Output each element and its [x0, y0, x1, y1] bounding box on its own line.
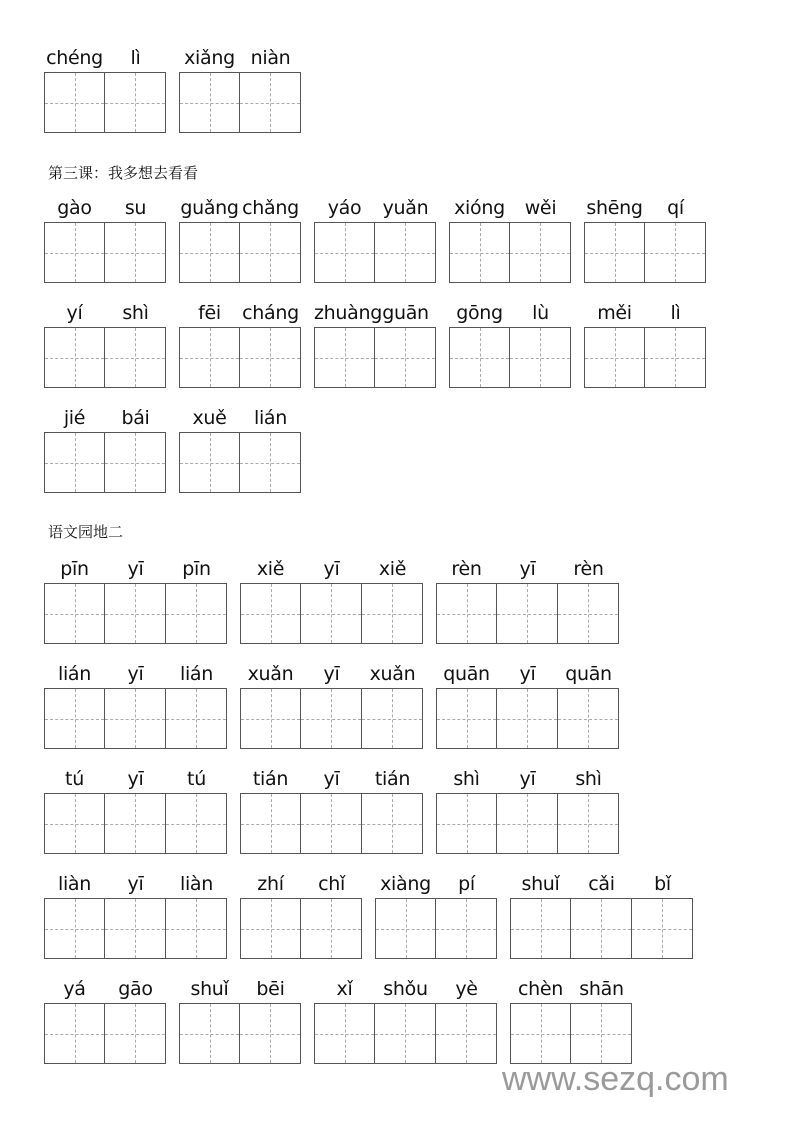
pinyin-label: shuǐ [521, 873, 560, 895]
word-group [44, 404, 166, 493]
character-cell [558, 765, 619, 854]
pinyin-label: yá [63, 978, 86, 1000]
pinyin-label: liàn [57, 873, 92, 895]
pinyin-label: wěi [524, 197, 557, 219]
character-cell [179, 44, 240, 133]
word-group [510, 870, 693, 959]
word-group [314, 975, 497, 1064]
character-cell [510, 870, 571, 959]
character-cell [436, 660, 497, 749]
character-cell [436, 975, 497, 1064]
tian-zi-ge-writing-box[interactable] [558, 583, 619, 644]
character-cell [179, 299, 240, 388]
pinyin-label: niàn [250, 47, 291, 69]
tian-zi-ge-writing-box[interactable] [375, 327, 436, 388]
character-cell [105, 404, 166, 493]
word-group [44, 555, 227, 644]
pinyin-label: pīn [182, 558, 211, 580]
section-heading: 第三课：我多想去看看 [48, 164, 199, 182]
tian-zi-ge-writing-box[interactable] [449, 222, 510, 283]
pinyin-label: gōng [456, 302, 503, 324]
tian-zi-ge-writing-box[interactable] [436, 898, 497, 959]
character-cell [571, 975, 632, 1064]
pinyin-label: lì [130, 47, 141, 69]
character-cell [510, 299, 571, 388]
character-cell [632, 870, 693, 959]
character-cell [105, 975, 166, 1064]
character-cell [558, 660, 619, 749]
character-cell [240, 975, 301, 1064]
character-cell [497, 660, 558, 749]
word-group [44, 44, 166, 133]
tian-zi-ge-writing-box[interactable] [105, 72, 166, 133]
tian-zi-ge-writing-box[interactable] [240, 688, 301, 749]
pinyin-label: xiě [378, 558, 407, 580]
character-cell [510, 975, 571, 1064]
word-group [44, 765, 227, 854]
character-cell [44, 765, 105, 854]
character-cell [314, 975, 375, 1064]
pinyin-label: yī [127, 663, 144, 685]
tian-zi-ge-writing-box[interactable] [240, 327, 301, 388]
word-group [375, 870, 497, 959]
tian-zi-ge-writing-box[interactable] [314, 1003, 375, 1064]
character-cell [497, 765, 558, 854]
tian-zi-ge-writing-box[interactable] [571, 1003, 632, 1064]
pinyin-label: bái [121, 407, 150, 429]
pinyin-label: rèn [573, 558, 604, 580]
word-group [179, 299, 301, 388]
pinyin-label: lián [57, 663, 92, 685]
word-group [240, 765, 423, 854]
character-cell [240, 44, 301, 133]
tian-zi-ge-writing-box[interactable] [510, 898, 571, 959]
pinyin-label: lì [670, 302, 681, 324]
tian-zi-ge-writing-box[interactable] [301, 688, 362, 749]
character-cell [105, 555, 166, 644]
character-cell [179, 975, 240, 1064]
word-group [44, 660, 227, 749]
character-cell [240, 194, 301, 283]
tian-zi-ge-writing-box[interactable] [240, 898, 301, 959]
pinyin-label: xǐ [336, 978, 353, 1000]
pinyin-label: cháng [242, 302, 299, 324]
word-group [44, 299, 166, 388]
character-cell [436, 765, 497, 854]
tian-zi-ge-writing-box[interactable] [510, 1003, 571, 1064]
pinyin-label: xiàng [380, 873, 431, 895]
character-cell [584, 194, 645, 283]
character-cell [105, 44, 166, 133]
word-group [179, 44, 301, 133]
character-cell [240, 870, 301, 959]
tian-zi-ge-writing-box[interactable] [645, 327, 706, 388]
word-group [240, 870, 362, 959]
word-group [179, 404, 301, 493]
character-cell [645, 299, 706, 388]
word-group [449, 194, 571, 283]
word-group [314, 194, 436, 283]
tian-zi-ge-writing-box[interactable] [449, 327, 510, 388]
pinyin-label: shān [579, 978, 624, 1000]
character-cell [240, 555, 301, 644]
tian-zi-ge-writing-box[interactable] [44, 72, 105, 133]
pinyin-label: shì [453, 768, 480, 790]
tian-zi-ge-writing-box[interactable] [436, 793, 497, 854]
tian-zi-ge-writing-box[interactable] [314, 327, 375, 388]
tian-zi-ge-writing-box[interactable] [301, 583, 362, 644]
pinyin-label: yuǎn [382, 197, 429, 219]
tian-zi-ge-writing-box[interactable] [571, 898, 632, 959]
pinyin-label: yī [323, 768, 340, 790]
word-group [584, 194, 706, 283]
pinyin-label: shuǐ [190, 978, 229, 1000]
tian-zi-ge-writing-box[interactable] [584, 222, 645, 283]
character-cell [436, 555, 497, 644]
pinyin-label: yī [127, 558, 144, 580]
word-group [584, 299, 706, 388]
character-cell [375, 975, 436, 1064]
character-cell [179, 194, 240, 283]
tian-zi-ge-writing-box[interactable] [105, 432, 166, 493]
tian-zi-ge-writing-box[interactable] [375, 1003, 436, 1064]
pinyin-label: qí [667, 197, 684, 219]
character-cell [362, 765, 423, 854]
tian-zi-ge-writing-box[interactable] [44, 688, 105, 749]
pinyin-label: yī [323, 558, 340, 580]
character-cell [645, 194, 706, 283]
pinyin-label: su [124, 197, 147, 219]
pinyin-label: shǒu [383, 978, 428, 1000]
character-cell [44, 194, 105, 283]
character-cell [584, 299, 645, 388]
pinyin-label: gào [57, 197, 92, 219]
tian-zi-ge-writing-box[interactable] [44, 1003, 105, 1064]
pinyin-label: xiě [256, 558, 285, 580]
pinyin-label: chǐ [318, 873, 345, 895]
pinyin-label: tián [252, 768, 289, 790]
tian-zi-ge-writing-box[interactable] [240, 432, 301, 493]
character-cell [362, 555, 423, 644]
tian-zi-ge-writing-box[interactable] [375, 898, 436, 959]
pinyin-label: yè [455, 978, 478, 1000]
character-cell [105, 299, 166, 388]
tian-zi-ge-writing-box[interactable] [166, 583, 227, 644]
pinyin-label: yī [127, 768, 144, 790]
tian-zi-ge-writing-box[interactable] [44, 793, 105, 854]
tian-zi-ge-writing-box[interactable] [179, 432, 240, 493]
character-cell [301, 765, 362, 854]
pinyin-label: tián [374, 768, 411, 790]
tian-zi-ge-writing-box[interactable] [44, 432, 105, 493]
pinyin-label: zhuàng [314, 302, 383, 324]
tian-zi-ge-writing-box[interactable] [301, 898, 362, 959]
tian-zi-ge-writing-box[interactable] [179, 222, 240, 283]
pinyin-label: gāo [118, 978, 153, 1000]
tian-zi-ge-writing-box[interactable] [436, 688, 497, 749]
tian-zi-ge-writing-box[interactable] [105, 1003, 166, 1064]
pinyin-label: chǎng [242, 197, 299, 219]
word-group [510, 975, 632, 1064]
character-cell [44, 975, 105, 1064]
pinyin-label: pīn [60, 558, 89, 580]
pinyin-label: měi [597, 302, 632, 324]
character-cell [44, 299, 105, 388]
character-cell [179, 404, 240, 493]
character-cell [314, 299, 383, 388]
word-group [44, 194, 166, 283]
tian-zi-ge-writing-box[interactable] [436, 583, 497, 644]
pinyin-label: xióng [454, 197, 505, 219]
character-cell [44, 555, 105, 644]
word-group [240, 660, 423, 749]
character-cell [362, 660, 423, 749]
pinyin-label: fēi [198, 302, 221, 324]
tian-zi-ge-writing-box[interactable] [105, 688, 166, 749]
character-cell [44, 44, 105, 133]
pinyin-label: cǎi [588, 873, 615, 895]
tian-zi-ge-writing-box[interactable] [44, 583, 105, 644]
word-group [314, 299, 436, 388]
character-cell [314, 194, 375, 283]
pinyin-label: lián [253, 407, 288, 429]
pinyin-label: yī [519, 663, 536, 685]
word-group [436, 765, 619, 854]
character-cell [44, 870, 105, 959]
pinyin-label: guǎng [180, 197, 239, 219]
tian-zi-ge-writing-box[interactable] [44, 898, 105, 959]
word-group [44, 870, 227, 959]
character-cell [166, 555, 227, 644]
pinyin-label: quān [443, 663, 490, 685]
pinyin-label: yī [519, 768, 536, 790]
tian-zi-ge-writing-box[interactable] [362, 583, 423, 644]
tian-zi-ge-writing-box[interactable] [105, 898, 166, 959]
character-cell [375, 194, 436, 283]
character-cell [240, 765, 301, 854]
pinyin-label: pí [458, 873, 475, 895]
section-heading: 语文园地二 [48, 523, 124, 541]
tian-zi-ge-writing-box[interactable] [240, 222, 301, 283]
tian-zi-ge-writing-box[interactable] [497, 793, 558, 854]
tian-zi-ge-writing-box[interactable] [179, 72, 240, 133]
character-cell [240, 299, 301, 388]
pinyin-label: liàn [179, 873, 214, 895]
tian-zi-ge-writing-box[interactable] [105, 222, 166, 283]
character-cell [105, 765, 166, 854]
tian-zi-ge-writing-box[interactable] [436, 1003, 497, 1064]
tian-zi-ge-writing-box[interactable] [510, 222, 571, 283]
character-cell [105, 660, 166, 749]
character-cell [240, 660, 301, 749]
character-cell [558, 555, 619, 644]
character-cell [571, 870, 632, 959]
tian-zi-ge-writing-box[interactable] [240, 72, 301, 133]
pinyin-label: yáo [327, 197, 362, 219]
tian-zi-ge-writing-box[interactable] [375, 222, 436, 283]
tian-zi-ge-writing-box[interactable] [510, 327, 571, 388]
tian-zi-ge-writing-box[interactable] [314, 222, 375, 283]
character-cell [375, 870, 436, 959]
pinyin-label: rèn [451, 558, 482, 580]
word-group [436, 660, 619, 749]
tian-zi-ge-writing-box[interactable] [240, 1003, 301, 1064]
character-cell [375, 299, 436, 388]
tian-zi-ge-writing-box[interactable] [166, 688, 227, 749]
word-group [436, 555, 619, 644]
pinyin-label: yī [519, 558, 536, 580]
pinyin-label: shì [575, 768, 602, 790]
tian-zi-ge-writing-box[interactable] [179, 1003, 240, 1064]
tian-zi-ge-writing-box[interactable] [362, 688, 423, 749]
tian-zi-ge-writing-box[interactable] [632, 898, 693, 959]
character-cell [105, 194, 166, 283]
pinyin-label: bǐ [654, 873, 671, 895]
character-cell [166, 660, 227, 749]
tian-zi-ge-writing-box[interactable] [179, 327, 240, 388]
character-cell [301, 660, 362, 749]
pinyin-label: shēng [586, 197, 643, 219]
tian-zi-ge-writing-box[interactable] [301, 793, 362, 854]
tian-zi-ge-writing-box[interactable] [645, 222, 706, 283]
tian-zi-ge-writing-box[interactable] [558, 688, 619, 749]
character-cell [44, 404, 105, 493]
watermark: www.sezq.com [502, 1060, 729, 1098]
tian-zi-ge-writing-box[interactable] [44, 327, 105, 388]
pinyin-label: yí [66, 302, 83, 324]
pinyin-label: xiǎng [184, 47, 235, 69]
pinyin-label: quān [565, 663, 612, 685]
pinyin-label: zhí [257, 873, 284, 895]
word-group [240, 555, 423, 644]
tian-zi-ge-writing-box[interactable] [166, 793, 227, 854]
tian-zi-ge-writing-box[interactable] [44, 222, 105, 283]
pinyin-label: yī [127, 873, 144, 895]
character-cell [166, 765, 227, 854]
tian-zi-ge-writing-box[interactable] [105, 327, 166, 388]
pinyin-label: jié [63, 407, 86, 429]
character-cell [436, 870, 497, 959]
character-cell [166, 870, 227, 959]
tian-zi-ge-writing-box[interactable] [558, 793, 619, 854]
pinyin-label: guān [382, 302, 429, 324]
character-cell [449, 299, 510, 388]
tian-zi-ge-writing-box[interactable] [105, 583, 166, 644]
pinyin-label: xuǎn [369, 663, 416, 685]
tian-zi-ge-writing-box[interactable] [105, 793, 166, 854]
tian-zi-ge-writing-box[interactable] [240, 793, 301, 854]
pinyin-label: tú [187, 768, 206, 790]
character-cell [497, 555, 558, 644]
character-cell [449, 194, 510, 283]
character-cell [44, 660, 105, 749]
pinyin-label: lù [532, 302, 549, 324]
tian-zi-ge-writing-box[interactable] [584, 327, 645, 388]
word-group [179, 975, 301, 1064]
character-cell [510, 194, 571, 283]
pinyin-label: xuě [192, 407, 227, 429]
tian-zi-ge-writing-box[interactable] [166, 898, 227, 959]
pinyin-label: lián [179, 663, 214, 685]
pinyin-label: yī [323, 663, 340, 685]
word-group [449, 299, 571, 388]
pinyin-label: xuǎn [247, 663, 294, 685]
word-group [44, 975, 166, 1064]
tian-zi-ge-writing-box[interactable] [497, 583, 558, 644]
pinyin-label: tú [65, 768, 84, 790]
pinyin-label: chéng [46, 47, 103, 69]
character-cell [301, 870, 362, 959]
tian-zi-ge-writing-box[interactable] [240, 583, 301, 644]
pinyin-label: bēi [256, 978, 285, 1000]
character-cell [301, 555, 362, 644]
tian-zi-ge-writing-box[interactable] [362, 793, 423, 854]
character-cell [240, 404, 301, 493]
pinyin-label: shì [122, 302, 149, 324]
word-group [179, 194, 301, 283]
character-cell [105, 870, 166, 959]
pinyin-label: chèn [517, 978, 564, 1000]
tian-zi-ge-writing-box[interactable] [497, 688, 558, 749]
